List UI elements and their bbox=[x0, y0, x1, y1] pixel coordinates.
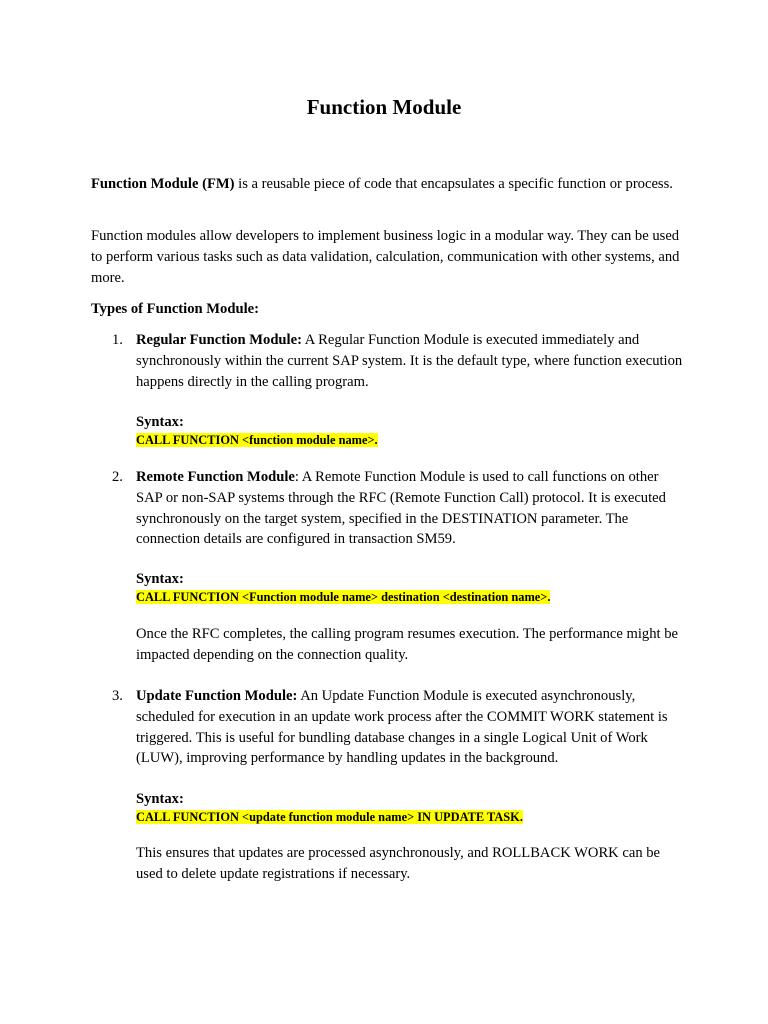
list-item-number: 3. bbox=[112, 688, 123, 704]
intro-paragraph bbox=[91, 174, 681, 195]
page-title: Function Module bbox=[306, 95, 462, 119]
item-text: : A Remote Function Module is used to call functions on other SAP or non-SAP systems through the RFC (Remote Function Call) protocol. It is executed synchronously on the target system, specified in the DESTINATION parameter. The connection details are configured in transaction SM59. bbox=[136, 469, 666, 548]
item-term: Remote Function Module bbox=[136, 469, 295, 485]
item-term: Update Function Module: bbox=[136, 688, 298, 704]
description-paragraph: Function modules allow developers to implement business logic in a modular way. They can be used to perform various tasks such as data validation, calculation, communication with other systems, and more. bbox=[91, 228, 680, 286]
remote-note: Once the RFC completes, the calling program resumes execution. The performance might be impacted depending on the connection quality. bbox=[136, 626, 678, 663]
code-snippet-remote bbox=[136, 589, 550, 605]
list-item-regular-fm bbox=[136, 330, 684, 392]
item-text: An Update Function Module is executed asynchronously, scheduled for execution in an update work process after the COMMIT WORK statement is triggered. This is useful for bundling database changes in a single Logical Unit of Work (LUW), improving performance by handling updates in the background. bbox=[136, 688, 668, 767]
list-item-update-fm bbox=[136, 686, 684, 769]
code-snippet-update bbox=[136, 809, 523, 825]
code-highlight: CALL FUNCTION <update function module name> IN UPDATE TASK. bbox=[136, 810, 523, 824]
syntax-label: Syntax: bbox=[136, 571, 184, 587]
update-note: This ensures that updates are processed asynchronously, and ROLLBACK WORK can be used to delete update registrations if necessary. bbox=[136, 845, 661, 882]
intro-text: is a reusable piece of code that encapsulates a specific function or process. bbox=[234, 176, 673, 192]
syntax-label: Syntax: bbox=[136, 791, 184, 807]
list-item-number: 2. bbox=[112, 469, 123, 485]
list-item-remote-fm bbox=[136, 467, 684, 550]
code-highlight: CALL FUNCTION <function module name>. bbox=[136, 433, 378, 447]
types-heading: Types of Function Module: bbox=[91, 301, 259, 317]
code-snippet-regular bbox=[136, 432, 378, 448]
code-highlight: CALL FUNCTION <Function module name> destination <destination name>. bbox=[136, 590, 551, 604]
list-item-number: 1. bbox=[112, 332, 123, 348]
intro-term: Function Module (FM) bbox=[91, 176, 235, 192]
item-term: Regular Function Module: bbox=[136, 332, 302, 348]
item-text: A Regular Function Module is executed immediately and synchronously within the current SAP system. It is the default type, where function execution happens directly in the calling program. bbox=[136, 332, 683, 390]
syntax-label: Syntax: bbox=[136, 414, 184, 430]
